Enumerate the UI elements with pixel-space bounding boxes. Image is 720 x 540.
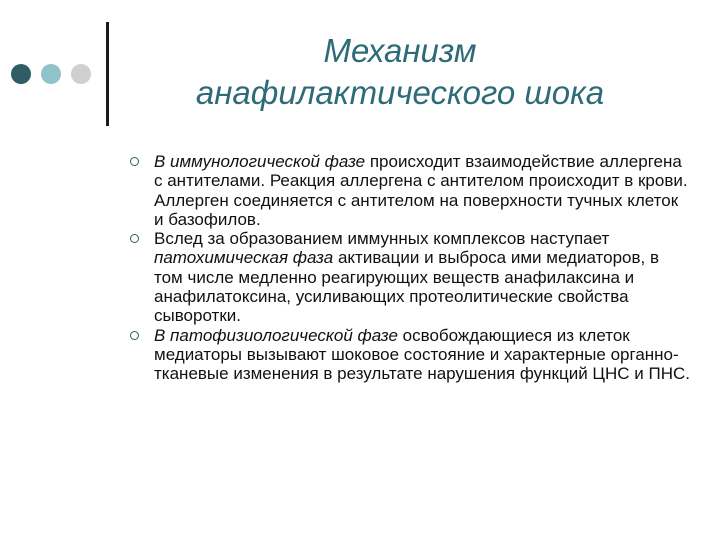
bullet-text: активации и выброса ими медиаторов, в том числе медленно реагирующих веществ анафилаксина и анафилатоксина, усиливающих протеолитические свойства сыворотки. (154, 248, 659, 326)
slide-title-line-1: Механизм (323, 32, 477, 69)
decorative-dot-light (41, 64, 61, 84)
bullet-text: освобождающиеся из клеток медиаторы вызывают шоковое состояние и характерные органно-тканевые изменения в результате нарушения функций ЦНС и ПНС. (154, 325, 690, 384)
bullet-item (130, 326, 690, 384)
decorative-dot-dark (11, 64, 31, 84)
bullet-item (130, 229, 690, 325)
hollow-circle-icon (130, 331, 139, 340)
hollow-circle-icon (130, 234, 139, 243)
bullet-item (130, 152, 690, 229)
decorative-dot-gray (71, 64, 91, 84)
bullet-italic-text: В патофизиологической фазе (154, 325, 398, 345)
bullet-text: Вслед за образованием иммунных комплексов наступает (154, 229, 610, 249)
slide-title-line-2: анафилактического шока (195, 74, 605, 111)
bullet-italic-text: В иммунологической фазе (154, 152, 366, 171)
bullet-list (130, 152, 690, 384)
bullet-italic-text: патохимическая фаза (154, 248, 334, 268)
title-divider (106, 22, 109, 126)
slide-title (120, 30, 680, 114)
bullet-text: происходит взаимодействие аллергена с антителами. Реакция аллергена с антителом происходит в крови. Аллерген соединяется с антителом на поверхности тучных клеток и базофилов. (154, 152, 688, 229)
hollow-circle-icon (130, 157, 139, 166)
